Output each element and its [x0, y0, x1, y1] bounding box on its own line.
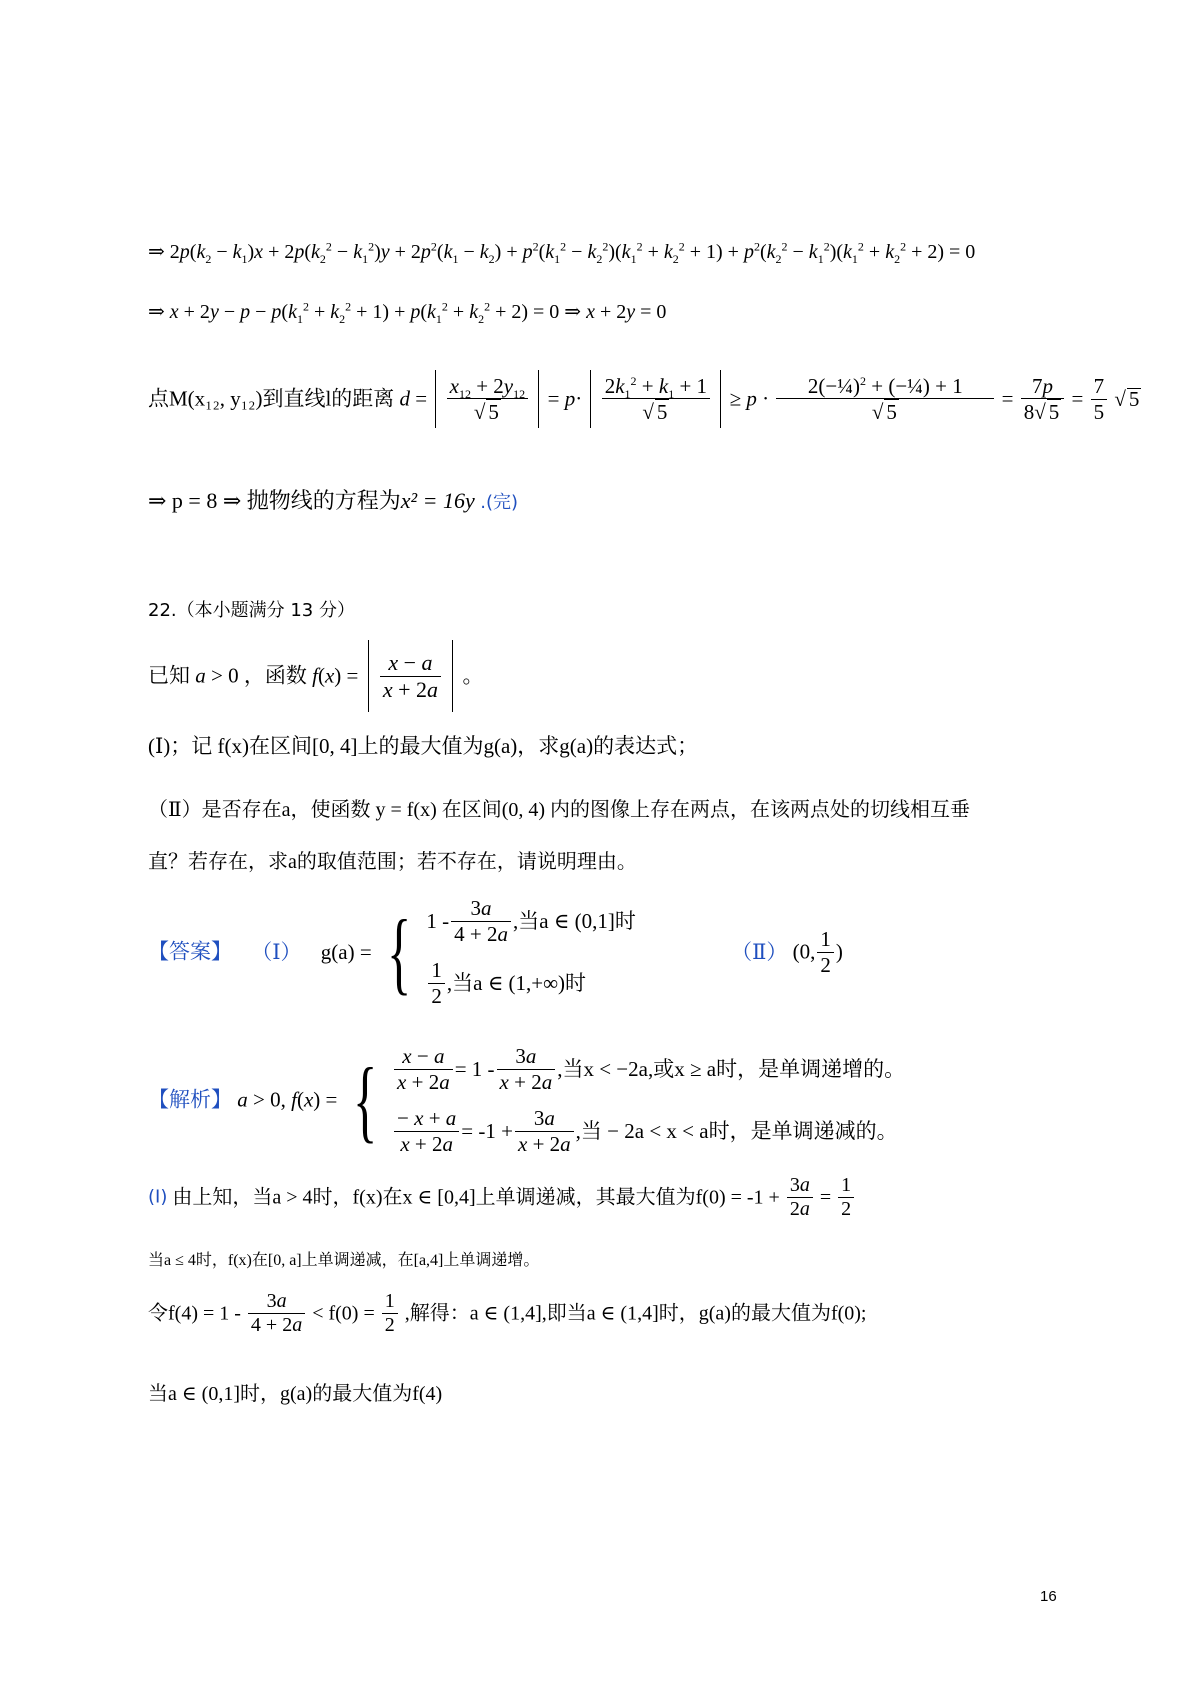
answer-block: 【答案】 （Ⅰ） g(a) = { 1 - 3a 4 + 2a ,当a ∈ (0,1]时 1 2 ,当a ∈ (1,+∞)时 （Ⅱ） (0, $\frac{1}{2}$ ): [148, 896, 843, 1008]
problem-part-1: (Ⅰ)；记 f(x)在区间[0, 4]上的最大值为g(a)，求g(a)的表达式；: [148, 734, 699, 758]
problem-given: 已知 a > 0 ，函数 f(x) = $\frac{x - a}{x + 2a}$ 。: [148, 640, 484, 712]
derivation-step-2: ⇒ $x + 2y - p - p(k_1^2 + k_2^2 + 1) + p(k_1^2 + k_2^2 + 2) = 0$ ⇒ x + 2y = 0: [148, 299, 667, 326]
analysis-block: 【解析】 a > 0, f(x) = { x − a x + 2a = 1 - 3a x + 2a ,当x < −2a,或x ≥ a时，是单调递增的。 − x + a x + 2a = -1 + 3a x + 2a ,当 − 2a < x < a时，是单调递减的。: [148, 1044, 906, 1156]
analysis-line-1: (Ⅰ) 由上知，当a > 4时，f(x)在x ∈ [0,4]上单调递减，其最大值为f(0) = -1 + $\frac{3a}{2a}$ = $\frac{1}{2}$: [148, 1174, 856, 1221]
answer-label: 【答案】: [148, 939, 232, 964]
analysis-label: 【解析】: [148, 1087, 232, 1112]
page-number: 16: [1040, 1588, 1057, 1605]
analysis-line-2: 当a ≤ 4时，f(x)在[0, a]上单调递减，在[a,4]上单调递增。: [148, 1252, 540, 1269]
parabola-equation: x² = 16y: [400, 488, 475, 513]
problem-number: 22.（本小题满分 13 分）: [148, 600, 355, 621]
end-mark: .(完): [480, 492, 519, 513]
parabola-result: ⇒ p = 8 ⇒ 抛物线的方程为x² = 16y .(完): [148, 488, 519, 513]
distance-formula: 点M(x₁₂, y₁₂)到直线l的距离 d = $\frac{x_{12} + 2y_{12}}{√ 5}$ = p· $\frac{2k_1^2 + k_1 + 1}{√ 5}$ ≥ p · $\frac{2(-\frac{1}{4})^2 + (-\frac{1}{4}) + 1}{√ 5}$ = $\frac{7p}{8√ 5}$ = $\frac{7}{5}$ √ 5: [148, 370, 1141, 428]
problem-part-2-line-1: （Ⅱ）是否存在a，使函数 y = f(x) 在区间(0, 4) 内的图像上存在两点，在该两点处的切线相互垂: [148, 799, 971, 821]
derivation-step-1: ⇒ $2p(k_2 - k_1)x + 2p(k_2^2 - k_1^2)y + 2p^2(k_1 - k_2) + p^2(k_1^2 - k_2^2)(k_1^2 + k_2^2 + 1) + p^2(k_2^2 - k_1^2)(k_1^2 + k_2^2 + 2) = 0$: [148, 239, 976, 266]
problem-part-2-line-2: 直？若存在，求a的取值范围；若不存在，请说明理由。: [148, 851, 637, 873]
distance-label: 点M(x₁₂, y₁₂)到直线l的距离: [148, 386, 395, 411]
analysis-line-4: 当a ∈ (0,1]时，g(a)的最大值为f(4): [148, 1383, 443, 1405]
analysis-line-3: 令f(4) = 1 - $\frac{3a}{4 + 2a}$ < f(0) = $\frac{1}{2}$ ,解得：a ∈ (1,4],即当a ∈ (1,4]时，g(a)的最大值为f(0);: [148, 1290, 867, 1336]
